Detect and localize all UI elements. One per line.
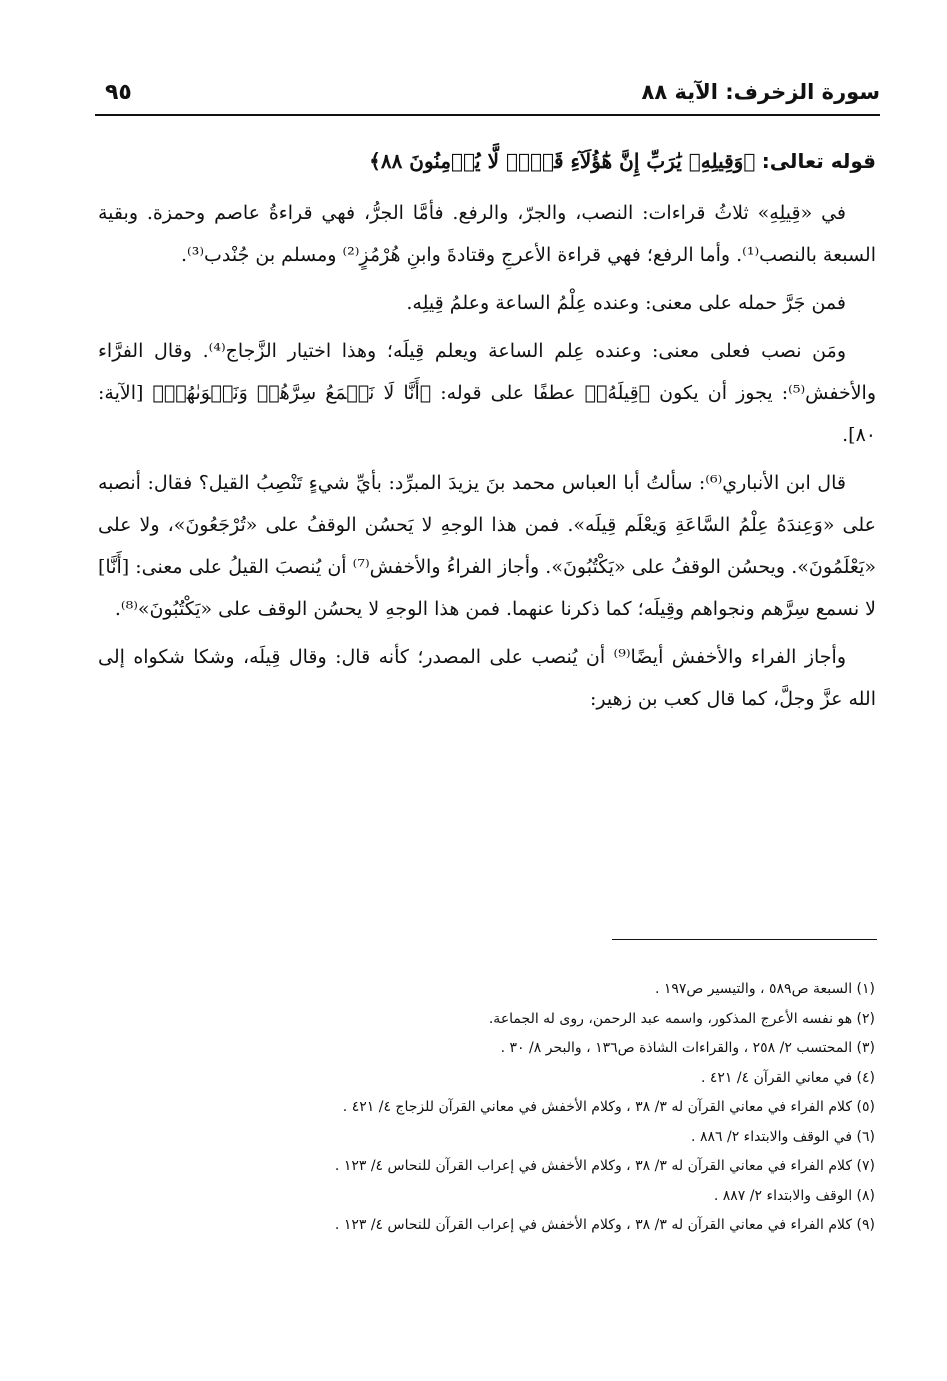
footnote: (١) السبعة ص٥٨٩ ، والتيسير ص١٩٧ . [654, 981, 875, 997]
quran-verse: ﴿وَقِيلِهِۦ يَٰرَبِّ إِنَّ هَٰٓؤُلَآءِ قَوۡمٞ لَّا يُؤۡمِنُونَ ٨٨﴾ [369, 149, 756, 173]
paragraph-5: وأجاز الفراء والأخفش أيضًا⁽⁹⁾ أن يُنصب على المصدر؛ كأنه قال: وقال قِيلَه، وشكا شكواه إلى الله عزَّ وجلَّ، كما قال كعب بن زهير: [98, 646, 876, 710]
paragraph-3: ومَن نصب فعلى معنى: وعنده عِلم الساعة ويعلم قِيلَه؛ وهذا اختيار الزَّجاج⁽⁴⁾. وقال الفرَّاء والأخفش⁽⁵⁾: يجوز أن يكون ﴿قِيلَهُۥ﴾ عطفًا على قوله: ﴿أَنَّا لَا نَسۡمَعُ سِرَّهُمۡ وَنَجۡوَىٰهُمۚ﴾ [الآية: ٨٠]. [98, 340, 876, 446]
header-title: سورة الزخرف: الآية ٨٨ [641, 80, 880, 104]
footnotes [100, 975, 875, 1241]
footnote: (٦) في الوقف والابتداء ٢/ ٨٨٦ . [691, 1128, 875, 1145]
verse-heading [98, 140, 876, 182]
footnote: (٧) كلام الفراء في معاني القرآن له ٣/ ٣٨ ، وكلام الأخفش في إعراب القرآن للنحاس ٤/ ١٢٣ . [334, 1158, 875, 1174]
paragraph-2: فمن جَرَّ حمله على معنى: وعنده عِلْمُ الساعة وعلمُ قِيلِه. [406, 292, 846, 314]
page-number: ٩٥ [105, 80, 132, 105]
footnote: (٣) المحتسب ٢/ ٢٥٨ ، والقراءات الشاذة ص١٣٦ ، والبحر ٨/ ٣٠ . [500, 1040, 875, 1056]
footnote: (٥) كلام الفراء في معاني القرآن له ٣/ ٣٨ ، وكلام الأخفش في معاني القرآن للزجاج ٤/ ٤٢١ . [342, 1099, 875, 1115]
paragraph-4: قال ابن الأنباري⁽⁶⁾: سألتُ أبا العباس محمد بنَ يزيدَ المبرِّد: بأيِّ شيءٍ تَنْصِبُ القيل؟ فقال: أنصبه على «وَعِندَهُ عِلْمُ السَّاعَةِ وَيعْلَم قِيلَه». فمن هذا الوجهِ لا يَحسُن الوقفُ على «تُرْجَعُونَ»، ولا على «يَعْلَمُونَ». ويحسُن الوقفُ على «يَكْتُبُونَ». وأجاز الفراءُ والأخفش⁽⁷⁾ أن يُنصبَ القيلُ على معنى: [أَنَّا] لا نسمع سِرَّهم ونجواهم وقِيلَه؛ كما ذكرنا عنهما. فمن هذا الوجهِ لا يحسُن الوقف على «يَكْتُبُونَ»⁽⁸⁾. [98, 472, 876, 620]
footnote: (٩) كلام الفراء في معاني القرآن له ٣/ ٣٨ ، وكلام الأخفش في إعراب القرآن للنحاس ٤/ ١٢٣ . [334, 1217, 875, 1233]
footnote-rule [612, 939, 877, 940]
paragraph-1: في «قِيلِهِ» ثلاثُ قراءات: النصب، والجرّ، والرفع. فأمَّا الجرُّ، فهي قراءةُ عاصم وحمزة. وبقية السبعة بالنصب⁽¹⁾. وأما الرفع؛ فهي قراءة الأعرجِ وقتادةَ وابنِ هُرْمُزٍ⁽²⁾ ومسلم بن جُنْدب⁽³⁾. [98, 202, 876, 266]
footnote: (٢) هو نفسه الأعرج المذكور، واسمه عبد الرحمن، روى له الجماعة. [488, 1010, 875, 1027]
footnote: (٨) الوقف والابتداء ٢/ ٨٨٧ . [713, 1187, 875, 1204]
verse-intro: قوله تعالى: [761, 149, 876, 173]
running-header [95, 78, 880, 114]
header-rule [95, 114, 880, 116]
footnote: (٤) في معاني القرآن ٤/ ٤٢١ . [700, 1069, 875, 1086]
main-text [98, 140, 876, 726]
